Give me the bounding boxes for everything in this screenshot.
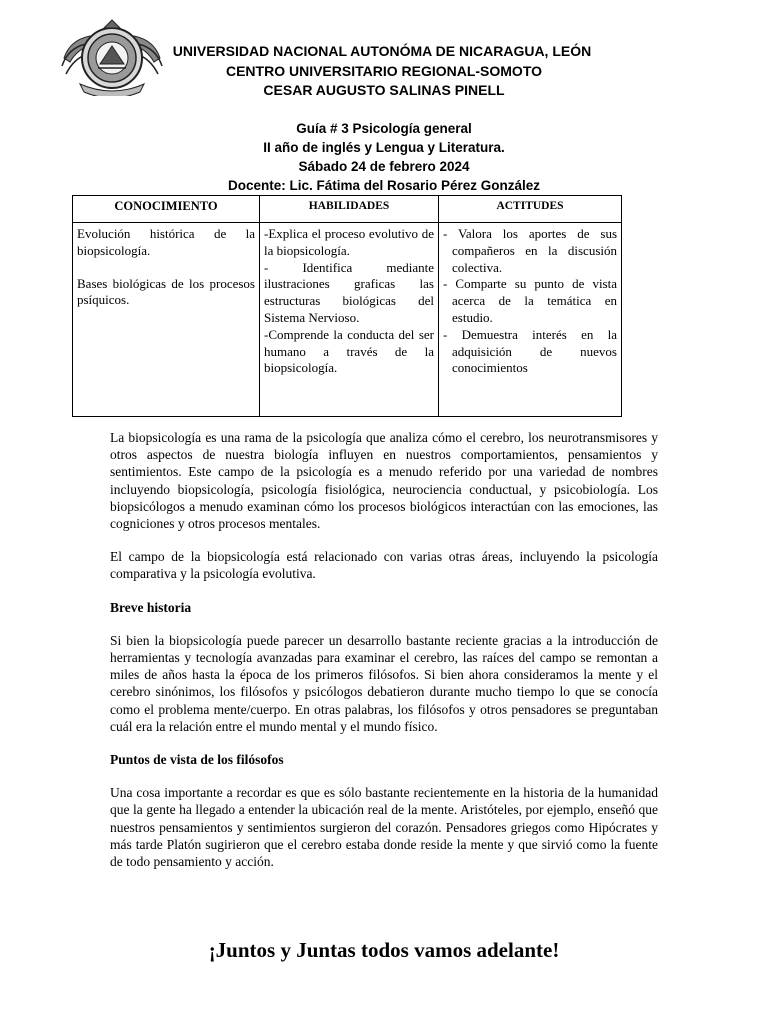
- knowledge-item: Evolución histórica de la biopsicología.: [77, 226, 255, 258]
- teacher-name: Docente: Lic. Fátima del Rosario Pérez González: [227, 178, 541, 193]
- competencies-table: [72, 195, 622, 417]
- skill-item: -Comprende la conducta del ser humano a través de la biopsicología.: [264, 326, 434, 376]
- heading-philosophers: Puntos de vista de los filósofos: [110, 752, 284, 768]
- regional-center: CENTRO UNIVERSITARIO REGIONAL-SOMOTO: [225, 62, 543, 79]
- center-name: CESAR AUGUSTO SALINAS PINELL: [263, 82, 505, 98]
- guide-title: Guía # 3 Psicología general: [296, 121, 472, 136]
- paragraph-intro: La biopsicología es una rama de la psicología que analiza cómo el cerebro, los neurotransmisores y otros aspectos de nuestra biología influyen en nuestros comportamientos, pensamientos y sentimientos. Este campo de la psicología es a menudo referido por una variedad de nombres incluyendo biopsicología, psicología fisiológica, neurociencia conductual, y psicobiología. Los biopsicólogos a menudo examinan cómo los procesos biológicos interactúan con las emociones, las cogniciones y otros procesos mentales.: [110, 430, 658, 532]
- body-text: [110, 429, 658, 886]
- header-habilidades: HABILIDADES: [260, 196, 439, 223]
- guide-date: Sábado 24 de febrero 2024: [298, 159, 470, 174]
- attitude-item: - Valora los aportes de sus compañeros en la discusión colectiva.: [443, 226, 617, 275]
- header-actitudes: ACTITUDES: [439, 196, 622, 223]
- paragraph-history: Si bien la biopsicología puede parecer un desarrollo bastante reciente gracias a la introducción de herramientas y tecnología avanzadas para examinar el cerebro, las raíces del campo se remontan a miles de años hasta la época de los primeros filósofos. Si bien ahora consideramos la mente y el cerebro sinónimos, los filósofos y psicólogos debatieron durante mucho tiempo lo que se conocía como el problema mente/cuerpo. En otras palabras, los filósofos y otros pensadores se preguntaban cuál era la relación entre el mundo mental y el mundo físico.: [110, 632, 658, 734]
- university-seal-icon: [60, 18, 164, 96]
- knowledge-item: Bases biológicas de los procesos psíquicos.: [77, 275, 255, 308]
- table-header-row: [73, 196, 622, 223]
- skill-item: - Identifica mediante ilustraciones graficas las estructuras biológicas del Sistema Nervioso.: [264, 259, 434, 325]
- attitude-item: - Comparte su punto de vista acerca de la temática en estudio.: [443, 276, 617, 325]
- course-name: II año de inglés y Lengua y Literatura.: [263, 140, 505, 155]
- paragraph-philosophers: Una cosa importante a recordar es que es sólo bastante recientemente en la historia de la humanidad que la gente ha llegado a entender la ubicación real de la mente. Aristóteles, por ejemplo, enseñó que nuestros pensamientos y sentimientos surgieron del corazón. Pensadores griegos como Hipócrates y más tarde Platón sugirieron que el cerebro estaba donde reside la mente y que sirvió como la fuente de todo pensamiento y acción.: [110, 785, 658, 870]
- heading-brief-history: Breve historia: [110, 599, 192, 615]
- header-conocimiento: CONOCIMIENTO: [73, 196, 260, 223]
- table-row: [73, 223, 622, 417]
- guide-info: [150, 119, 618, 195]
- paragraph-related-fields: El campo de la biopsicología está relacionado con varias otras áreas, incluyendo la psicología comparativa y la psicología evolutiva.: [110, 549, 658, 582]
- attitude-item: - Demuestra interés en la adquisición de nuevos conocimientos: [443, 326, 617, 376]
- university-header: [160, 42, 608, 101]
- cell-conocimiento: [73, 223, 260, 417]
- university-name: UNIVERSIDAD NACIONAL AUTONÓMA DE NICARAGUA, LEÓN: [172, 43, 592, 59]
- cell-habilidades: [260, 223, 439, 417]
- cell-actitudes: [439, 223, 622, 417]
- skill-item: -Explica el proceso evolutivo de la biopsicología.: [264, 226, 434, 258]
- footer-slogan: ¡Juntos y Juntas todos vamos adelante!: [208, 938, 560, 962]
